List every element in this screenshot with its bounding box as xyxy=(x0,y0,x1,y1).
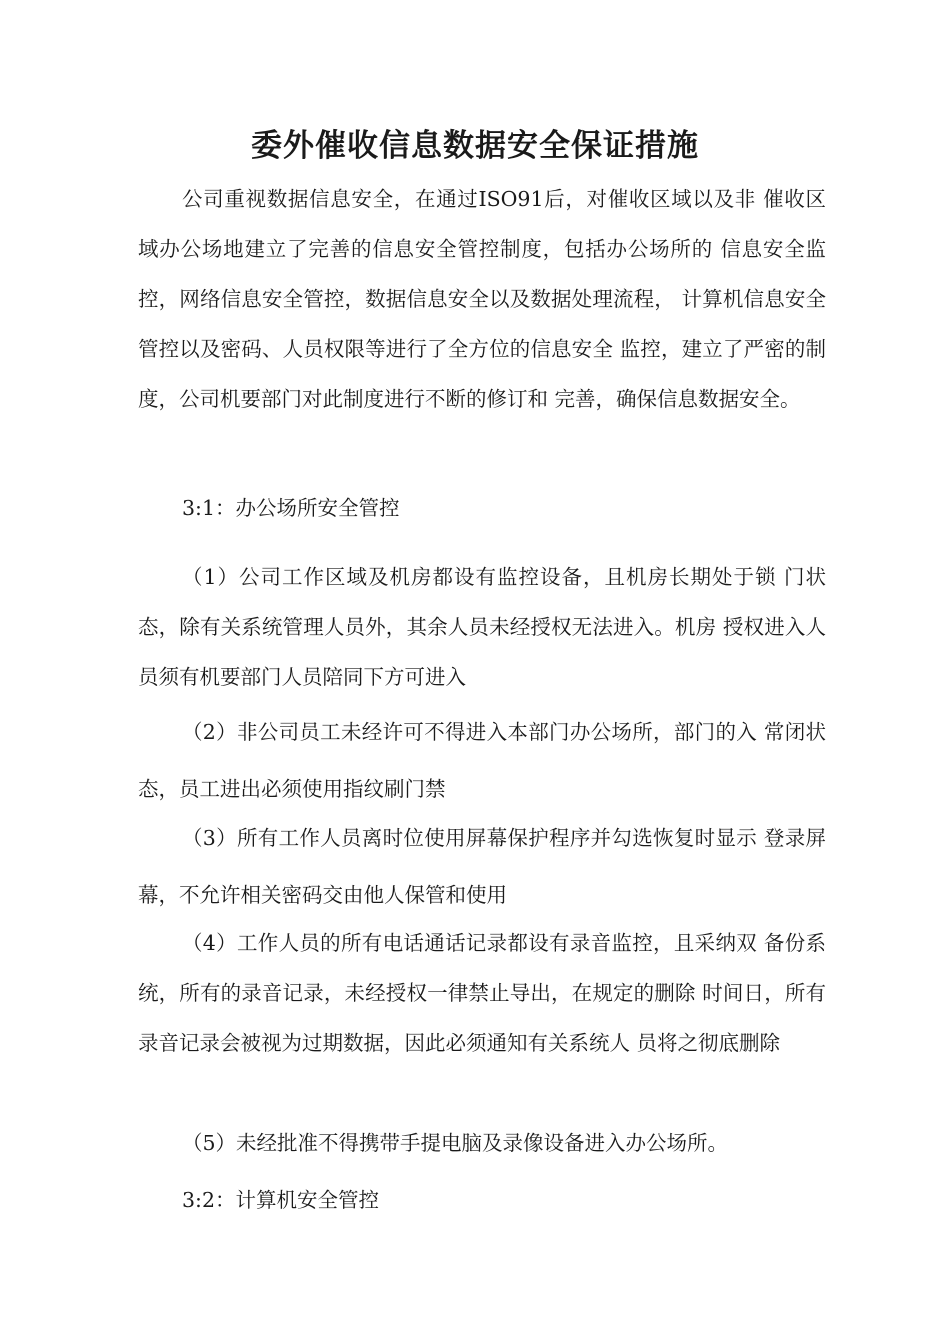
section-heading-computer-security: 3:2：计算机安全管控 xyxy=(182,1188,379,1212)
list-item: （1）公司工作区域及机房都设有监控设备，且机房长期处于锁 门状态，除有关系统管理人员外，其余人员未经授权无法进入。机房 授权进入人员须有机要部门人员陪同下方可进入 xyxy=(138,565,826,689)
list-item: （3）所有工作人员离时位使用屏幕保护程序并勾选恢复时显示 登录屏幕，不允许相关密码交由他人保管和使用 xyxy=(138,826,826,907)
section-heading-office-security: 3:1：办公场所安全管控 xyxy=(182,496,400,520)
page-title: 委外催收信息数据安全保证措施 xyxy=(251,127,699,164)
intro-paragraph: 公司重视数据信息安全，在通过ISO91后，对催收区域以及非 催收区域办公场地建立了完善的信息安全管控制度，包括办公场所的 信息安全监控，网络信息安全管控，数据信息安全以及数据处理流程， 计算机信息安全管控以及密码、人员权限等进行了全方位的信息安全 监控，建立了严密的制度，公司机要部门对此制度进行不断的修订和 完善，确保信息数据安全。 xyxy=(138,187,826,411)
list-item: （5）未经批准不得携带手提电脑及录像设备进入办公场所。 xyxy=(182,1131,729,1155)
list-item: （2）非公司员工未经许可不得进入本部门办公场所，部门的入 常闭状态，员工进出必须使用指纹刷门禁 xyxy=(138,720,826,801)
list-item: （4）工作人员的所有电话通话记录都设有录音监控，且采纳双 备份系统，所有的录音记录，未经授权一律禁止导出，在规定的删除 时间日，所有录音记录会被视为过期数据，因此必须通知有关系统人 员将之彻底删除 xyxy=(138,931,826,1055)
